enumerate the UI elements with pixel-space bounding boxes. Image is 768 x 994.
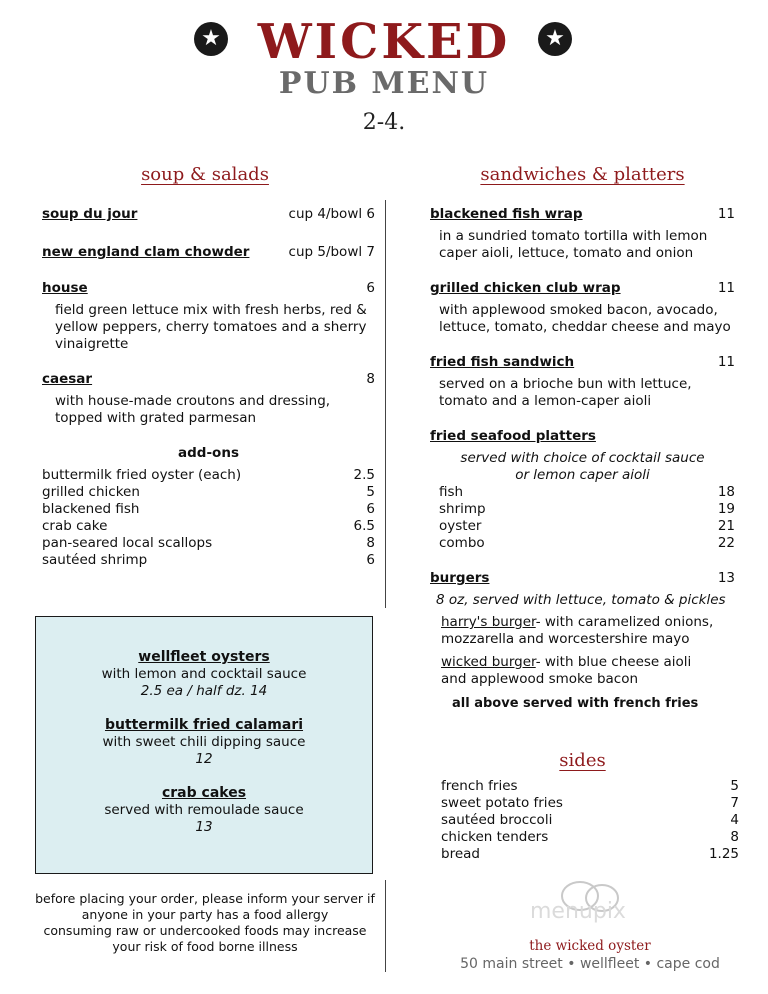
burgers-item bbox=[430, 570, 735, 711]
side-price: 5 bbox=[730, 778, 739, 794]
platter-price: 18 bbox=[717, 484, 735, 500]
menu-subtitle: PUB MENU bbox=[278, 66, 490, 101]
platter-name: fish bbox=[439, 484, 464, 500]
addon-name: sautéed shrimp bbox=[42, 552, 148, 568]
addon-row bbox=[42, 484, 375, 501]
platter-name: oyster bbox=[439, 518, 482, 534]
side-price: 8 bbox=[730, 829, 739, 845]
star-icon: ★ bbox=[194, 22, 228, 56]
burger-desc: mozzarella and worcestershire mayo bbox=[441, 631, 690, 647]
addon-row bbox=[42, 535, 375, 552]
sides-list bbox=[441, 778, 739, 863]
item-price: cup 5/bowl 7 bbox=[288, 244, 375, 260]
burgers-note: 8 oz, served with lettuce, tomato & pickles bbox=[436, 592, 726, 608]
special-price: 13 bbox=[195, 819, 213, 835]
item-price: 11 bbox=[717, 206, 735, 222]
item-name: grilled chicken club wrap bbox=[430, 280, 621, 296]
special-desc: with sweet chili dipping sauce bbox=[102, 734, 306, 750]
burger-option bbox=[430, 654, 735, 688]
item-price: 11 bbox=[717, 280, 735, 296]
platter-name: combo bbox=[439, 535, 485, 551]
addon-price: 2.5 bbox=[353, 467, 375, 483]
addon-price: 8 bbox=[366, 535, 375, 551]
item-price: 6 bbox=[366, 280, 375, 296]
allergy-line: anyone in your party has a food allergy bbox=[81, 907, 329, 922]
side-name: french fries bbox=[441, 778, 518, 794]
item-price: 8 bbox=[366, 371, 375, 387]
item-name: blackened fish wrap bbox=[430, 206, 583, 222]
platter-row bbox=[439, 501, 735, 518]
special-item bbox=[36, 785, 372, 836]
platter-price: 21 bbox=[717, 518, 735, 534]
special-name: wellfleet oysters bbox=[138, 649, 270, 665]
menu-item bbox=[42, 371, 375, 427]
addon-price: 6 bbox=[366, 501, 375, 517]
burgers-footer: all above served with french fries bbox=[452, 696, 699, 711]
platters-note-line: served with choice of cocktail sauce bbox=[460, 450, 705, 466]
addon-name: pan-seared local scallops bbox=[42, 535, 213, 551]
platters-options bbox=[430, 484, 735, 552]
side-name: sweet potato fries bbox=[441, 795, 563, 811]
special-price: 12 bbox=[195, 751, 213, 767]
side-name: bread bbox=[441, 846, 480, 862]
addon-price: 6 bbox=[366, 552, 375, 568]
special-name: crab cakes bbox=[161, 785, 247, 801]
item-description: served on a brioche bun with lettuce, tomato and a lemon-caper aioli bbox=[439, 376, 692, 409]
section-title-soup-salads: soup & salads bbox=[141, 164, 269, 185]
item-name: burgers bbox=[430, 570, 490, 586]
column-divider bbox=[385, 880, 386, 972]
restaurant-address: 50 main street • wellfleet • cape cod bbox=[460, 956, 720, 972]
section-title-sandwiches: sandwiches & platters bbox=[480, 164, 685, 185]
side-row bbox=[441, 812, 739, 829]
burger-desc: and applewood smoke bacon bbox=[441, 671, 639, 687]
menu-item bbox=[42, 244, 375, 260]
special-desc: with lemon and cocktail sauce bbox=[101, 666, 307, 682]
platter-name: shrimp bbox=[439, 501, 486, 517]
addons-list bbox=[42, 467, 375, 569]
side-row bbox=[441, 795, 739, 812]
burger-option bbox=[430, 614, 735, 648]
column-divider bbox=[385, 200, 386, 608]
sandwiches-list bbox=[430, 206, 735, 711]
side-name: sautéed broccoli bbox=[441, 812, 553, 828]
menu-item bbox=[430, 354, 735, 410]
allergy-line: your risk of food borne illness bbox=[112, 939, 298, 954]
side-price: 4 bbox=[730, 812, 739, 828]
addon-price: 5 bbox=[366, 484, 375, 500]
allergy-line: consuming raw or undercooked foods may increase bbox=[43, 923, 367, 938]
restaurant-name: the wicked oyster bbox=[529, 938, 651, 954]
specials-box bbox=[35, 616, 373, 874]
platter-price: 22 bbox=[717, 535, 735, 551]
star-icon: ★ bbox=[538, 22, 572, 56]
item-name: soup du jour bbox=[42, 206, 138, 222]
item-name: fried fish sandwich bbox=[430, 354, 575, 370]
platters-note bbox=[430, 450, 735, 484]
burger-desc: - with caramelized onions, bbox=[535, 614, 714, 630]
platter-row bbox=[439, 484, 735, 501]
item-description: with house-made croutons and dressing, topped with grated parmesan bbox=[55, 393, 331, 426]
burger-name: wicked burger bbox=[441, 654, 536, 670]
special-price: 2.5 ea / half dz. 14 bbox=[140, 683, 268, 699]
item-price: 11 bbox=[717, 354, 735, 370]
addon-name: blackened fish bbox=[42, 501, 140, 517]
addon-row bbox=[42, 552, 375, 569]
addon-price: 6.5 bbox=[353, 518, 375, 534]
menu-item bbox=[430, 206, 735, 262]
side-price: 1.25 bbox=[708, 846, 739, 862]
platters-note-line: or lemon caper aioli bbox=[515, 467, 650, 483]
restaurant-title: WICKED bbox=[257, 14, 511, 70]
allergy-note bbox=[35, 891, 375, 955]
side-price: 7 bbox=[730, 795, 739, 811]
addon-name: crab cake bbox=[42, 518, 108, 534]
menu-item bbox=[430, 280, 735, 336]
addon-row bbox=[42, 501, 375, 518]
burger-name: harry's burger bbox=[441, 614, 536, 630]
menu-hours: 2-4. bbox=[362, 110, 406, 135]
special-item bbox=[36, 717, 372, 768]
special-name: buttermilk fried calamari bbox=[104, 717, 304, 733]
item-name: fried seafood platters bbox=[430, 428, 596, 444]
special-item bbox=[36, 649, 372, 700]
item-name: new england clam chowder bbox=[42, 244, 250, 260]
addon-name: grilled chicken bbox=[42, 484, 140, 500]
item-description: field green lettuce mix with fresh herbs, red & yellow peppers, cherry tomatoes and a sherry vinaigrette bbox=[55, 302, 367, 352]
menu-item bbox=[42, 206, 375, 222]
platter-row bbox=[439, 518, 735, 535]
allergy-line: before placing your order, please inform your server if bbox=[35, 891, 375, 906]
addon-row bbox=[42, 467, 375, 484]
watermark-text: menupix bbox=[530, 899, 626, 924]
platter-price: 19 bbox=[717, 501, 735, 517]
side-row bbox=[441, 846, 739, 863]
addon-row bbox=[42, 518, 375, 535]
addon-name: buttermilk fried oyster (each) bbox=[42, 467, 242, 483]
item-price: 13 bbox=[717, 570, 735, 586]
menu-item bbox=[42, 280, 375, 353]
side-name: chicken tenders bbox=[441, 829, 549, 845]
item-name: caesar bbox=[42, 371, 93, 387]
burger-desc: - with blue cheese aioli bbox=[535, 654, 692, 670]
platter-row bbox=[439, 535, 735, 552]
oyster-logo-icon bbox=[530, 872, 710, 932]
item-name: house bbox=[42, 280, 88, 296]
item-description: with applewood smoked bacon, avocado, lettuce, tomato, cheddar cheese and mayo bbox=[439, 302, 731, 335]
section-title-sides: sides bbox=[559, 750, 606, 771]
special-desc: served with remoulade sauce bbox=[104, 802, 304, 818]
side-row bbox=[441, 829, 739, 846]
item-description: in a sundried tomato tortilla with lemon caper aioli, lettuce, tomato and onion bbox=[439, 228, 708, 261]
soup-salads-list bbox=[42, 206, 375, 569]
item-price: cup 4/bowl 6 bbox=[288, 206, 375, 222]
platters-item bbox=[430, 428, 735, 552]
side-row bbox=[441, 778, 739, 795]
addons-title: add-ons bbox=[178, 445, 239, 461]
